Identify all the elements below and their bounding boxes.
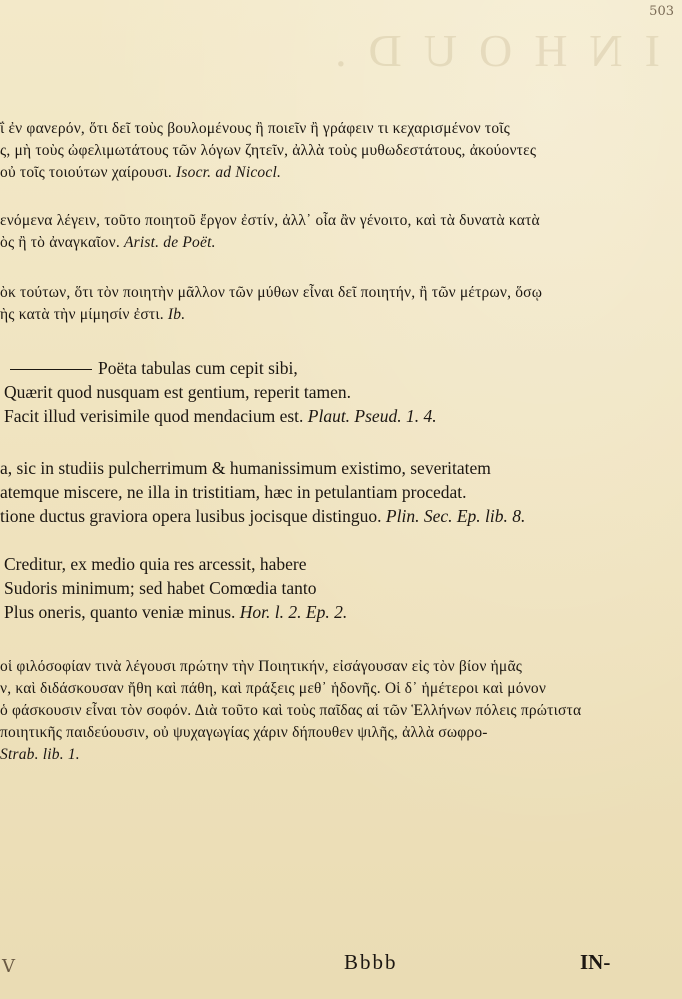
quote-line: ς, μὴ τοὺς ὠφελιμωτάτους τῶν λόγων ζητεῖν, ἀλλὰ τοὺς μυθωδεστάτους, ἀκούοντες xyxy=(0,142,537,159)
quote-horace xyxy=(0,552,682,624)
quote-line: ὁ φάσκουσιν εἶναι τὸν σοφόν. Διὰ τοῦτο καὶ τοὺς παῖδας αἱ τῶν Ἑλλήνων πόλεις πρώτιστα xyxy=(0,702,582,719)
quote-aristotle-2 xyxy=(0,282,682,326)
citation: Plaut. Pseud. 1. 4. xyxy=(307,406,437,426)
quote-line: Poëta tabulas cum cepit sibi, xyxy=(0,356,682,380)
quote-line: ΐ ἐν φανερόν, ὅτι δεῖ τοὺς βουλομένους ἢ ποιεῖν ἢ γράφειν τι κεχαρισμένον τοῖς xyxy=(0,120,510,137)
quote-line: a, sic in studiis pulcherrimum & humanissimum existimo, severitatem xyxy=(0,458,491,478)
quote-line: ὴς κατὰ τὴν μίμησίν ἐστι. Ib. xyxy=(0,306,186,323)
quote-line: Creditur, ex medio quia res arcessit, habere xyxy=(4,554,307,574)
quote-line: ὸκ τούτων, ὅτι τὸν ποιητὴν μᾶλλον τῶν μύθων εἶναι δεῖ ποιητήν, ἢ τῶν μέτρων, ὅσῳ xyxy=(0,284,543,301)
citation: Isocr. ad Nicocl. xyxy=(176,164,282,181)
quote-line: οὐ τοῖς τοιούτων χαίρουσι. Isocr. ad Nicocl. xyxy=(0,164,282,181)
quote-line: Plus oneris, quanto veniæ minus. Hor. l. 2. Ep. 2. xyxy=(4,602,348,622)
quote-line: ὸς ἢ τὸ ἀναγκαῖον. Arist. de Poët. xyxy=(0,234,216,251)
quote-aristotle-1 xyxy=(0,210,682,254)
citation: Hor. l. 2. Ep. 2. xyxy=(239,602,348,622)
quote-line: ν, καὶ διδάσκουσαν ἤθη καὶ πάθη, καὶ πράξεις μεθ᾽ ἡδονῆς. Οἱ δ᾽ ἡμέτεροι καὶ μόνον xyxy=(0,680,547,697)
quote-line: ποιητικῆς παιδεύουσιν, οὐ ψυχαγωγίας χάριν δήπουθεν ψιλῆς, ἀλλὰ σωφρο- xyxy=(0,724,488,741)
quote-plautus xyxy=(0,356,682,428)
quote-line: tione ductus graviora opera lusibus jocisque distinguo. Plin. Sec. Ep. lib. 8. xyxy=(0,506,526,526)
quote-line: οἱ φιλόσοφίαν τινὰ λέγουσι πρώτην τὴν Ποιητικήν, εἰσάγουσαν εἰς τὸν βίον ἡμᾶς xyxy=(0,658,523,675)
em-dash-rule xyxy=(10,369,92,370)
quote-line: ενόμενα λέγειν, τοῦτο ποιητοῦ ἔργον ἐστίν, ἀλλ᾽ οἷα ἂν γένοιτο, καὶ τὰ δυνατὰ κατὰ xyxy=(0,212,540,229)
quote-pliny xyxy=(0,456,682,528)
quote-isocrates xyxy=(0,118,682,184)
left-margin-mark: V xyxy=(2,956,15,977)
citation: Ib. xyxy=(167,306,186,323)
citation: Strab. lib. 1. xyxy=(0,746,80,763)
citation: Plin. Sec. Ep. lib. 8. xyxy=(385,506,526,526)
quote-line: Facit illud verisimile quod mendacium est. Plaut. Pseud. 1. 4. xyxy=(4,406,437,426)
quote-strabo xyxy=(0,656,682,766)
corner-page-mark: 503 xyxy=(649,4,674,19)
quote-line: Quærit quod nusquam est gentium, reperit tamen. xyxy=(4,382,352,402)
citation: Arist. de Poët. xyxy=(123,234,216,251)
quote-line: atemque miscere, ne illa in tristitiam, hæc in petulantiam procedat. xyxy=(0,482,467,502)
catchword: IN- xyxy=(580,950,611,974)
bleed-through-text: INHOUD. xyxy=(313,25,660,76)
quote-line xyxy=(0,744,682,766)
quote-line: Sudoris minimum; sed habet Comœdia tanto xyxy=(4,578,317,598)
signature-mark: Bbbb xyxy=(344,950,398,974)
page-footer xyxy=(0,950,682,982)
